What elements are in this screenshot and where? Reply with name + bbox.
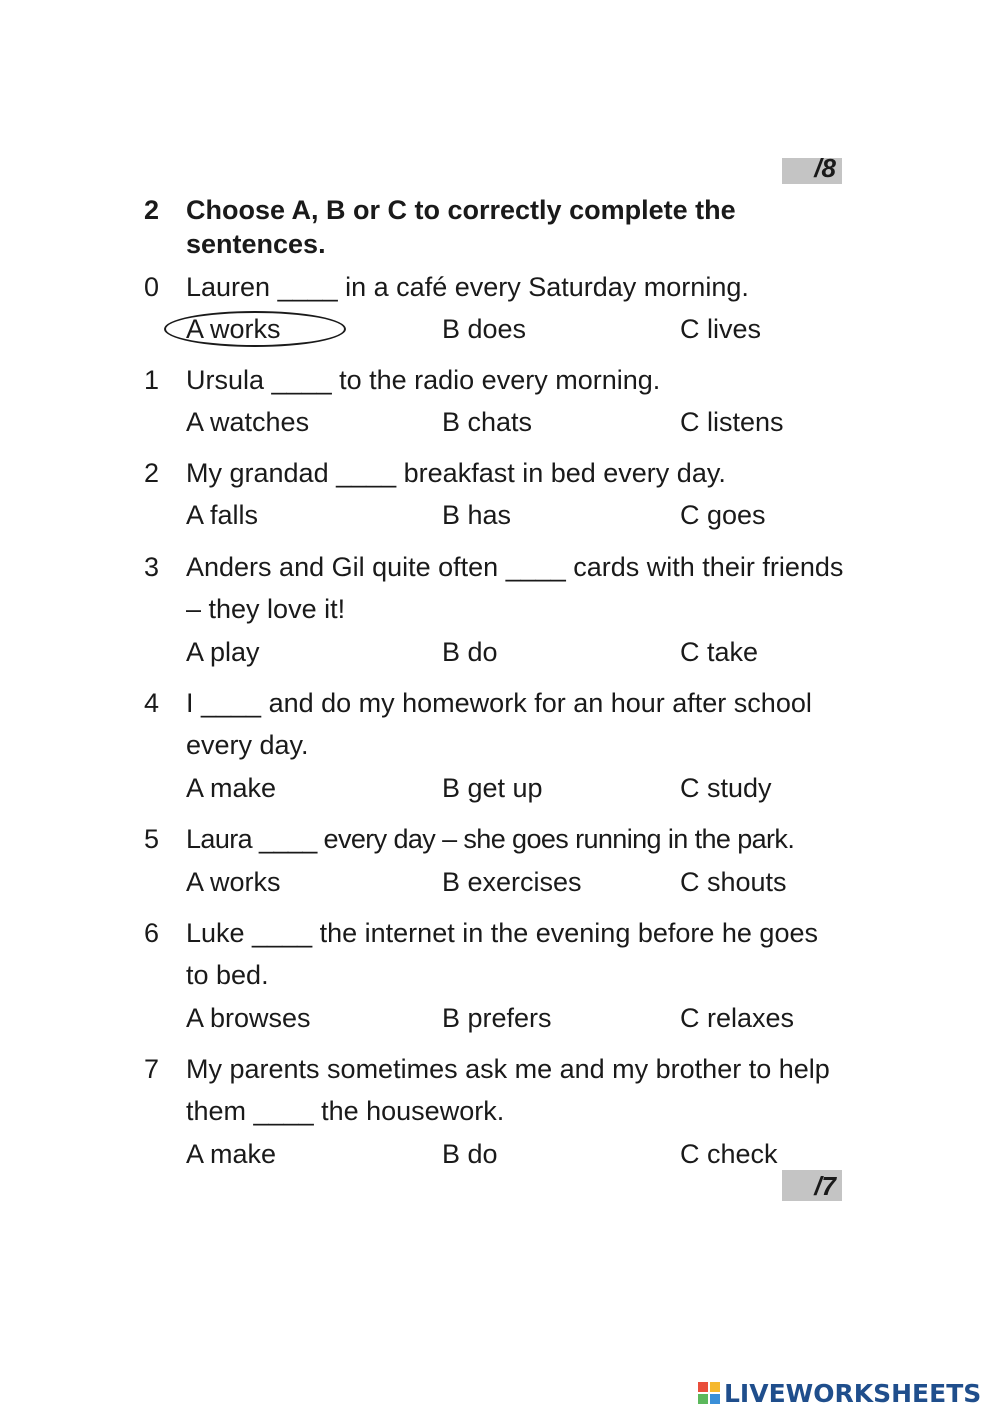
option-c[interactable]: C relaxes bbox=[680, 1003, 795, 1033]
question-stem: Laura ____ every day – she goes running in the park. bbox=[186, 824, 795, 854]
option-b[interactable]: B chats bbox=[442, 407, 533, 437]
option-c[interactable]: C study bbox=[680, 773, 772, 803]
answer-options bbox=[186, 767, 846, 809]
question-number: 3 bbox=[144, 552, 160, 582]
option-a[interactable]: A watches bbox=[186, 407, 310, 437]
option-a[interactable]: A browses bbox=[186, 1003, 311, 1033]
option-c[interactable]: C listens bbox=[680, 407, 784, 437]
question-stem: Ursula ____ to the radio every morning. bbox=[186, 365, 661, 395]
option-c[interactable]: C check bbox=[680, 1139, 778, 1169]
option-a[interactable]: A works bbox=[186, 314, 281, 344]
answer-options bbox=[186, 861, 846, 903]
question-number: 0 bbox=[144, 272, 160, 302]
section-instruction: Choose A, B or C to correctly complete the sentences. bbox=[186, 195, 736, 259]
option-b[interactable]: B do bbox=[442, 1139, 498, 1169]
example-answer-circle bbox=[164, 311, 346, 347]
option-c[interactable]: C goes bbox=[680, 500, 766, 530]
answer-options bbox=[186, 401, 846, 443]
question-number: 7 bbox=[144, 1054, 160, 1084]
option-a[interactable]: A make bbox=[186, 773, 277, 803]
question-number: 4 bbox=[144, 688, 160, 718]
option-c[interactable]: C shouts bbox=[680, 867, 787, 897]
option-b[interactable]: B has bbox=[442, 500, 512, 530]
option-b[interactable]: B do bbox=[442, 637, 498, 667]
liveworksheets-logo bbox=[698, 1378, 998, 1408]
answer-options bbox=[186, 1133, 846, 1175]
option-a[interactable]: A falls bbox=[186, 500, 259, 530]
option-b[interactable]: B get up bbox=[442, 773, 543, 803]
question-stem: My grandad ____ breakfast in bed every day. bbox=[186, 458, 726, 488]
option-c[interactable]: C lives bbox=[680, 314, 762, 344]
option-a[interactable]: A make bbox=[186, 1139, 277, 1169]
question-number: 6 bbox=[144, 918, 160, 948]
question-stem: Anders and Gil quite often ____ cards with their friends – they love it! bbox=[186, 552, 844, 624]
question-stem: My parents sometimes ask me and my brother to help them ____ the housework. bbox=[186, 1054, 830, 1126]
option-b[interactable]: B does bbox=[442, 314, 527, 344]
answer-options bbox=[186, 631, 846, 673]
question-stem: Luke ____ the internet in the evening before he goes to bed. bbox=[186, 918, 818, 990]
logo-grid-icon bbox=[698, 1382, 720, 1404]
option-a[interactable]: A play bbox=[186, 637, 260, 667]
answer-options bbox=[186, 997, 846, 1039]
answer-options bbox=[186, 494, 846, 536]
question-number: 2 bbox=[144, 458, 160, 488]
question-stem: Lauren ____ in a café every Saturday morning. bbox=[186, 272, 749, 302]
score-box-bottom: /7 bbox=[782, 1170, 842, 1201]
logo-text: LIVEWORKSHEETS bbox=[724, 1378, 982, 1408]
option-b[interactable]: B prefers bbox=[442, 1003, 552, 1033]
question-number: 5 bbox=[144, 824, 160, 854]
option-b[interactable]: B exercises bbox=[442, 867, 582, 897]
section-number: 2 bbox=[144, 195, 160, 225]
question-number: 1 bbox=[144, 365, 160, 395]
question-stem: I ____ and do my homework for an hour after school every day. bbox=[186, 688, 812, 760]
option-c[interactable]: C take bbox=[680, 637, 759, 667]
option-a[interactable]: A works bbox=[186, 867, 281, 897]
score-box-top: /8 bbox=[782, 158, 842, 184]
